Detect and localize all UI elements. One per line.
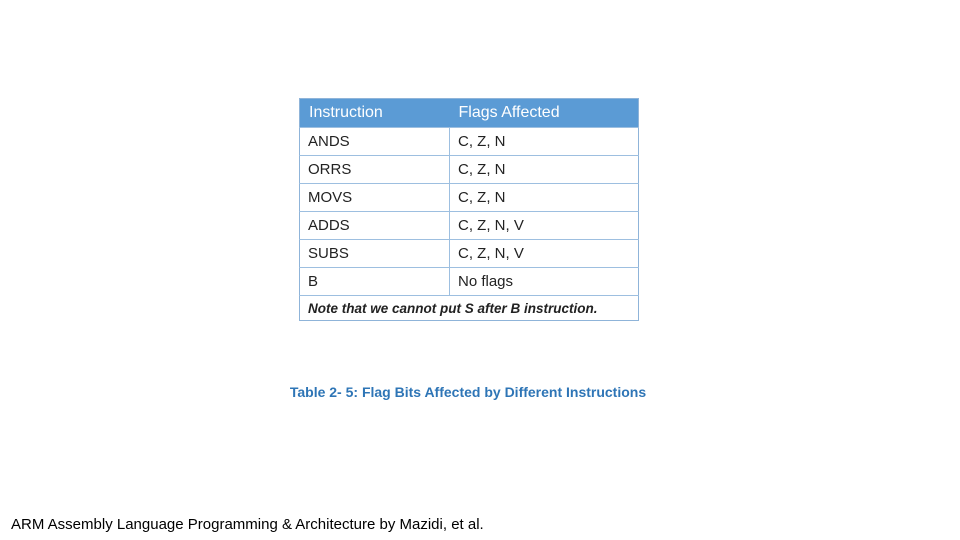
instruction-cell: ANDS	[300, 128, 450, 156]
flags-cell: C, Z, N	[450, 128, 639, 156]
footer-citation: ARM Assembly Language Programming & Architecture by Mazidi, et al.	[11, 516, 484, 533]
flags-cell: No flags	[450, 268, 639, 296]
table-note-row	[300, 296, 639, 321]
flags-cell: C, Z, N, V	[450, 240, 639, 268]
flags-cell: C, Z, N, V	[450, 212, 639, 240]
flags-cell: C, Z, N	[450, 156, 639, 184]
flags-table	[299, 98, 639, 321]
table-row	[300, 128, 639, 156]
instruction-cell: MOVS	[300, 184, 450, 212]
instruction-cell: ORRS	[300, 156, 450, 184]
table-row	[300, 184, 639, 212]
table-caption: Table 2- 5: Flag Bits Affected by Different Instructions	[289, 384, 647, 400]
table-header-row	[300, 99, 639, 128]
table-row	[300, 240, 639, 268]
table-row	[300, 156, 639, 184]
flags-cell: C, Z, N	[450, 184, 639, 212]
table-row	[300, 212, 639, 240]
table-note: Note that we cannot put S after B instruction.	[300, 296, 639, 321]
instruction-cell: B	[300, 268, 450, 296]
header-instruction: Instruction	[300, 99, 450, 128]
instruction-cell: ADDS	[300, 212, 450, 240]
header-flags-affected: Flags Affected	[450, 99, 639, 128]
table-row	[300, 268, 639, 296]
instruction-cell: SUBS	[300, 240, 450, 268]
